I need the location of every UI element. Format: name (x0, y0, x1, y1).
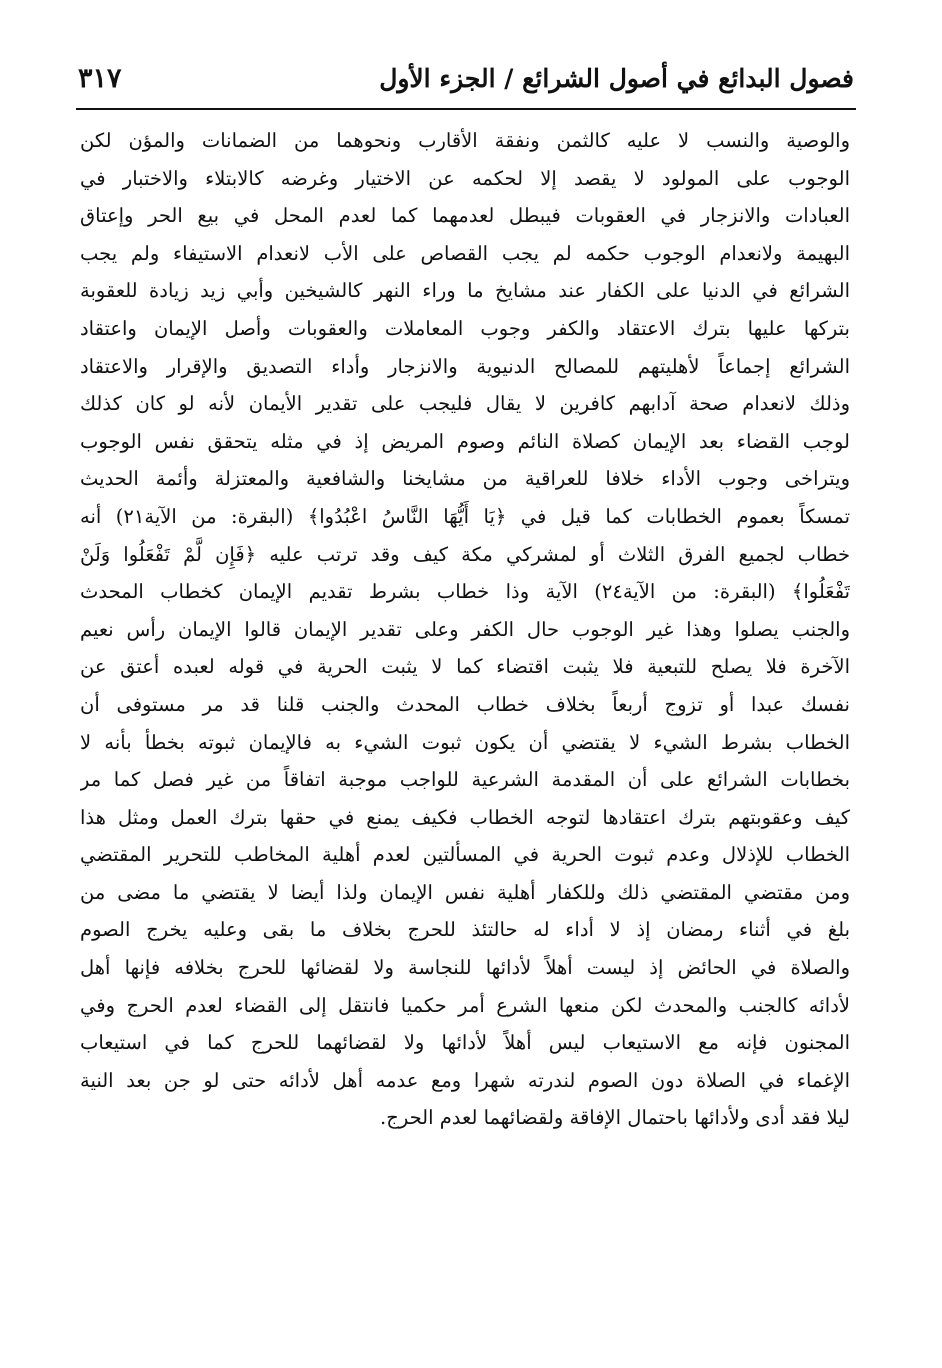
book-title: فصول البدائع في أصول الشرائع / الجزء الأول (379, 63, 854, 93)
text-line: تَفْعَلُوا﴾ (البقرة: من الآية٢٤) الآية وذا خطاب بشرط تقديم الإيمان كخطاب المحدث (80, 580, 850, 604)
text-line: كيف وعقوبتهم بترك اعتقادها لتوجه الخطاب فكيف يمنع في حقها بترك العمل ومثل هذا (80, 805, 850, 829)
text-line: بتركها عليها بترك الاعتقاد والكفر وجوب المعاملات والعقوبات وأصل الإيمان واعتقاد (80, 316, 850, 340)
text-line: بلغ في أثناء رمضان إذ لا أداء له حالتئذ للحرج بخلاف ما بقى وعليه يخرج الصوم (80, 918, 850, 942)
text-line: خطاب لجميع الفرق الثلاث أو لمشركي مكة كيف وقد ترتب عليه ﴿فَإِن لَّمْ تَفْعَلُوا وَلَنْ (80, 542, 850, 566)
text-line: الخطاب بشرط الشيء لا يقتضي أن يكون ثبوت الشيء به فالإيمان ثبوته بخطأ بأنه لا (80, 730, 850, 754)
text-line: الخطاب للإذلال وعدم ثبوت الحرية في المسألتين لعدم أهلية المخاطب للتحرير المقتضي (80, 843, 850, 867)
text-line: والصلاة في الحائض إذ ليست أهلاً لأدائها للنجاسة ولا لقضائها للحرج بخلافه فإنها أهل (80, 956, 850, 980)
text-line: نفسك عبدا أو تزوج أربعاً بخلاف خطاب المحدث والجنب قلنا قد مر مستوفى أن (80, 692, 850, 716)
text-line: والجنب يصلوا وهذا غير الوجوب حال الكفر وعلى تقدير الإيمان قالوا الإيمان رأس نعيم (80, 617, 850, 641)
text-line: وذلك لانعدام صحة آدابهم كافرين لا يقال فليجب على تقدير الأيمان لأنه لو كان كذلك (80, 392, 850, 416)
text-line: بخطابات الشرائع على أن المقدمة الشرعية للواجب موجبة اتفاقاً من غير فصل كما مر (80, 768, 850, 792)
running-header (78, 56, 854, 100)
text-line: ليلا فقد أدى ولأدائها باحتمال الإفاقة ولقضائهما لعدم الحرج. (380, 1106, 850, 1130)
text-line: ويتراخى وجوب الأداء خلافا للعراقية من مشايخنا والشافعية والمعتزلة وأئمة الحديث (80, 467, 850, 491)
text-line: الشرائع إجماعاً لأهليتهم للمصالح الدنيوية والانزجار وأداء التصديق والإقرار والاعتقاد (80, 354, 850, 378)
text-line: والوصية والنسب لا عليه كالثمن ونفقة الأقارب ونحوهما من الضمانات والمؤن لكن (80, 129, 850, 152)
text-line: الإغماء في الصلاة دون الصوم لندرته شهرا ومع عدمه أهل لأدائه حتى لو جن بعد النية (80, 1068, 850, 1092)
header-rule (76, 108, 856, 110)
text-line: ومن مقتضي المقتضي ذلك وللكفار أهلية نفس الإيمان ولذا أيضا لا يقتضي ما مضى من (80, 880, 850, 904)
page-number: ٣١٧ (78, 62, 122, 94)
text-line: لأدائه كالجنب والمحدث لكن منعها الشرع أمر حكميا فانتقل إلى القضاء لعدم الحرج وفي (80, 993, 850, 1017)
text-line: البهيمة ولانعدام الوجوب حكمه لم يجب القصاص على الأب لانعدام الاستيفاء ولم يجب (80, 241, 850, 265)
body-text (80, 122, 850, 1137)
text-line: العبادات والانزجار في العقوبات فيبطل لعدمهما كما لعدم المحل في بيع الحر وإعتاق (80, 204, 850, 228)
text-line: تمسكاً بعموم الخطابات كما قيل في ﴿يَا أَيُّهَا النَّاسُ اعْبُدُوا﴾ (البقرة: من الآية٢١) أنه (80, 504, 850, 528)
text-line: المجنون فإنه مع الاستيعاب ليس أهلاً لأدائها ولا لقضائهما للحرج كما في استيعاب (80, 1031, 850, 1055)
text-line: الآخرة فلا يصلح للتبعية فلا يثبت اقتضاء كما لا يثبت الحرية في قوله لعبده أعتق عن (80, 655, 850, 679)
text-line: لوجب القضاء بعد الإيمان كصلاة النائم وصوم المريض إذ في مثله يتحقق نفس الوجوب (80, 429, 850, 453)
text-line: الوجوب على المولود لا يقصد إلا لحكمه عن الاختيار وغرضه كالابتلاء والاختبار في (80, 166, 850, 190)
text-line: الشرائع في الدنيا على الكفار عند مشايخ ما وراء النهر كالشيخين وأبي زيد زيادة للعقوبة (80, 279, 850, 303)
